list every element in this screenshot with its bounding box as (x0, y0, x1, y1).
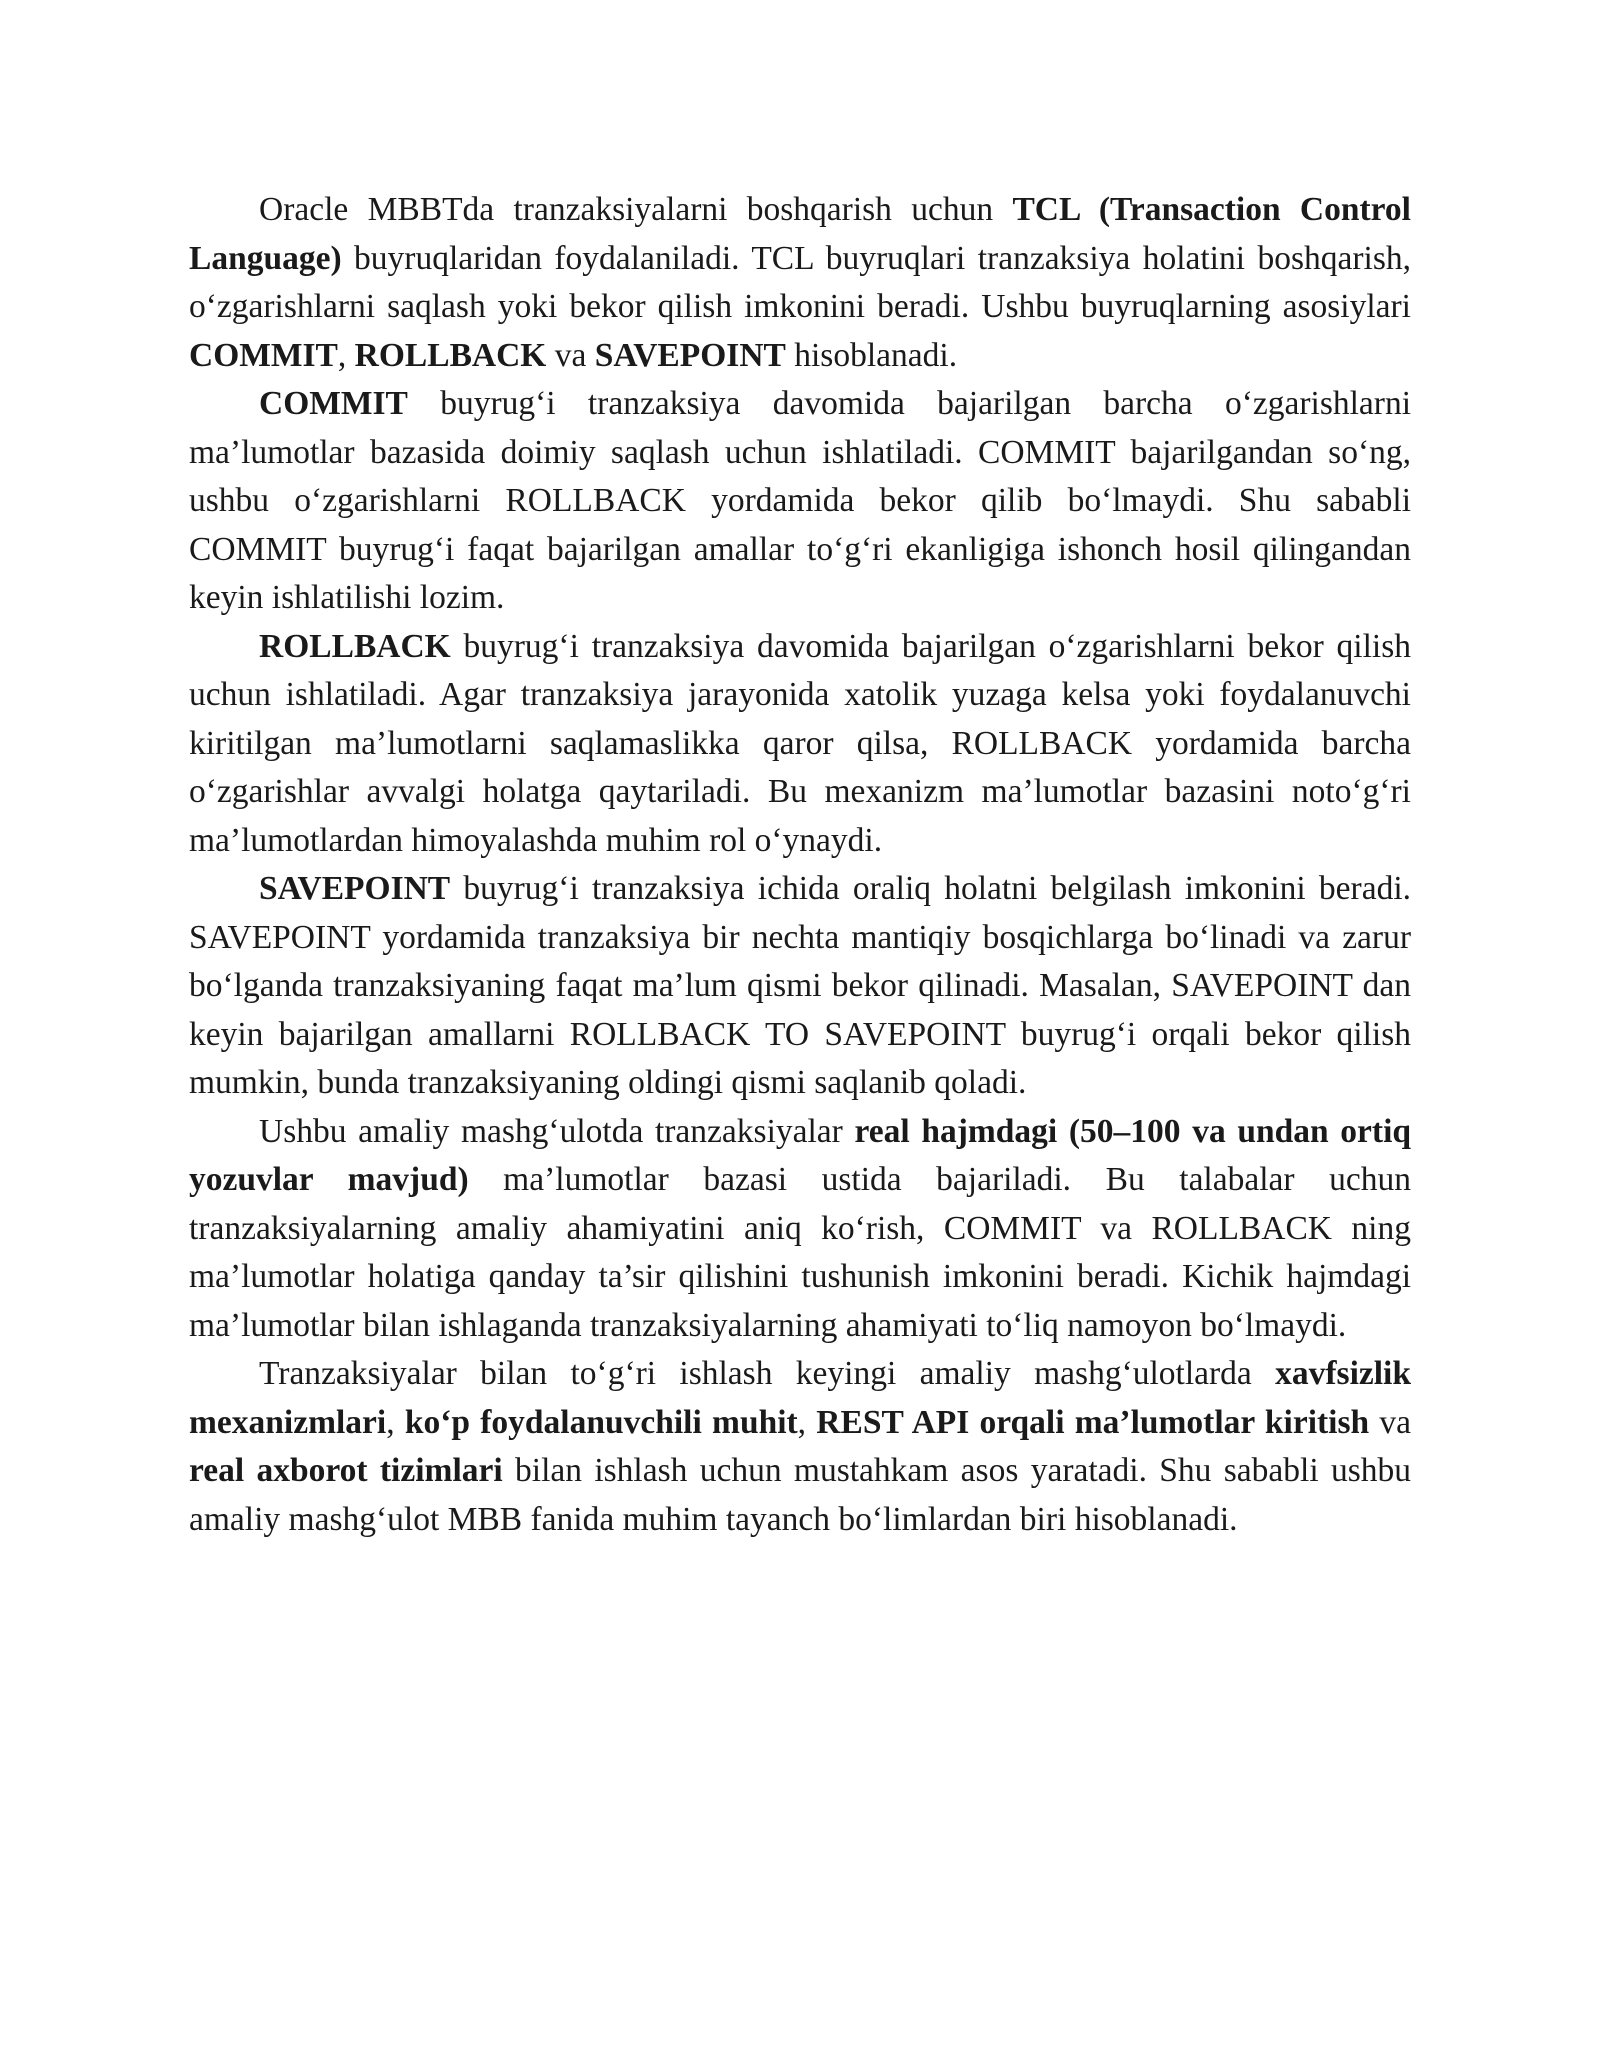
bold-term: real hajmdagi (50–100 va undan ortiq yozuvlar mavjud) (189, 1112, 1412, 1198)
text-run: buyruqlaridan foydalaniladi. TCL buyruqlari tranzaksiya holatini boshqarish, o‘zgarishlarni saqlash yoki bekor qilish imkonini beradi. Ushbu buyruqlarning asosiylari (189, 239, 1411, 325)
text-run: Tranzaksiyalar bilan to‘g‘ri ishlash keyingi amaliy mashg‘ulotlarda (259, 1355, 1276, 1392)
bold-term: REST API orqali ma’lumotlar kiritish (816, 1403, 1370, 1441)
text-run: hisoblanadi. (785, 336, 958, 374)
paragraph-conclusion (189, 1350, 1411, 1544)
bold-term: COMMIT (259, 385, 408, 422)
text-run: ma’lumotlar bazasi ustida bajariladi. Bu talabalar uchun tranzaksiyalarning amaliy ahamiyatini aniq ko‘rish, COMMIT va ROLLBACK ning ma’lumotlar holatiga qanday ta’sir qilishini tushunish imkonini beradi. Kichik hajmdagi ma’lumotlar bilan ishlaganda tranzaksiyalarning ahamiyati to‘liq namoyon bo‘lmaydi. (189, 1161, 1411, 1344)
paragraph-tcl-intro (189, 186, 1411, 380)
document-body (189, 186, 1411, 1544)
text-run: , (386, 1403, 405, 1441)
text-run: bilan ishlash uchun mustahkam asos yaratadi. Shu sababli ushbu amaliy mashg‘ulot MBB fanida muhim tayanch bo‘limlardan biri hisoblanadi. (189, 1452, 1411, 1538)
text-run: buyrug‘i tranzaksiya ichida oraliq holatni belgilash imkonini beradi. SAVEPOINT yordamida tranzaksiya bir nechta mantiqiy bosqichlarga bo‘linadi va zarur bo‘lganda tranzaksiyaning faqat ma’lum qismi bekor qilinadi. Masalan, SAVEPOINT dan keyin bajarilgan amallarni ROLLBACK TO SAVEPOINT buyrug‘i orqali bekor qilish mumkin, bunda tranzaksiyaning oldingi qismi saqlanib qoladi. (189, 870, 1411, 1101)
bold-term: ROLLBACK (259, 627, 451, 665)
bold-term: xavfsizlik mexanizmlari (189, 1355, 1411, 1441)
bold-term: SAVEPOINT (259, 870, 451, 907)
paragraph-commit (189, 380, 1411, 623)
paragraph-savepoint (189, 865, 1411, 1108)
text-run: , (797, 1403, 817, 1441)
text-run: va (1369, 1403, 1412, 1441)
bold-term: ko‘p foydalanuvchili muhit (404, 1403, 798, 1441)
bold-term: ROLLBACK (354, 336, 547, 374)
text-run: Ushbu amaliy mashg‘ulotda tranzaksiyalar (259, 1112, 855, 1150)
bold-term: SAVEPOINT (594, 336, 786, 374)
bold-term: TCL (Transaction Control Language) (189, 191, 1411, 277)
text-run: va (546, 336, 595, 374)
bold-term: COMMIT (189, 336, 338, 374)
text-run: , (337, 336, 355, 374)
paragraph-rollback (189, 623, 1411, 866)
paragraph-real-data (189, 1108, 1411, 1351)
text-run: Oracle MBBTda tranzaksiyalarni boshqarish uchun (259, 191, 1013, 228)
text-run: buyrug‘i tranzaksiya davomida bajarilgan o‘zgarishlarni bekor qilish uchun ishlatiladi. Agar tranzaksiya jarayonida xatolik yuzaga kelsa yoki foydalanuvchi kiritilgan ma’lumotlarni saqlamaslikka qaror qilsa, ROLLBACK yordamida barcha o‘zgarishlar avvalgi holatga qaytariladi. Bu mexanizm ma’lumotlar bazasini noto‘g‘ri ma’lumotlardan himoyalashda muhim rol o‘ynaydi. (189, 627, 1411, 859)
text-run: buyrug‘i tranzaksiya davomida bajarilgan barcha o‘zgarishlarni ma’lumotlar bazasida doimiy saqlash uchun ishlatiladi. COMMIT bajarilgandan so‘ng, ushbu o‘zgarishlarni ROLLBACK yordamida bekor qilib bo‘lmaydi. Shu sababli COMMIT buyrug‘i faqat bajarilgan amallar to‘g‘ri ekanligiga ishonch hosil qilingandan keyin ishlatilishi lozim. (189, 385, 1411, 616)
bold-term: real axborot tizimlari (189, 1452, 503, 1489)
